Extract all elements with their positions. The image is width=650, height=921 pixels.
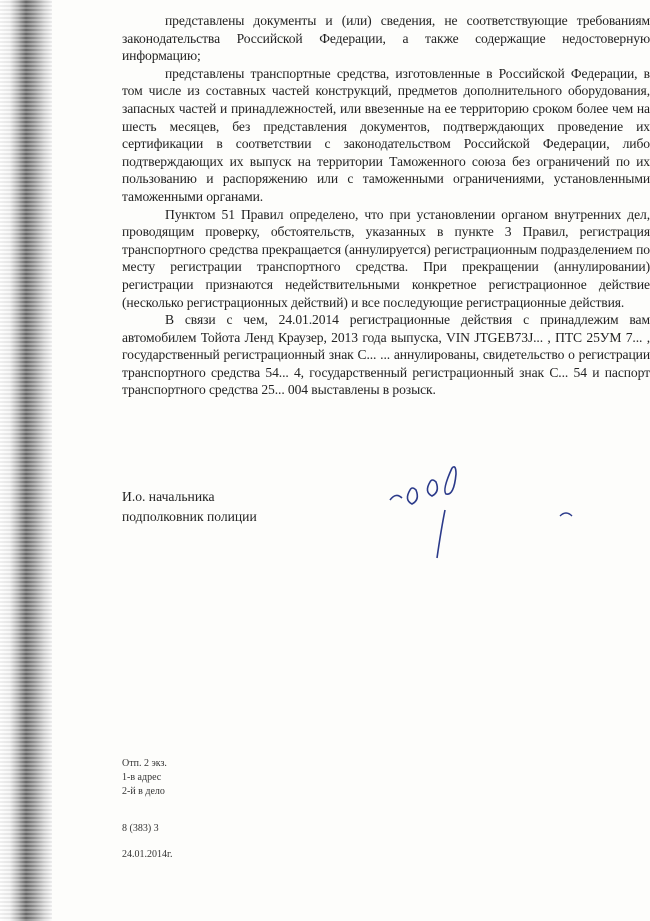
copies-note: Отп. 2 экз. (122, 758, 167, 769)
document-body (122, 12, 650, 399)
signer-position: И.о. начальника (122, 489, 215, 504)
copy-2-note: 2-й в дело (122, 786, 165, 797)
paragraph-3: Пунктом 51 Правил определено, что при установлении органом внутренних дел, проводящим проверку, обстоятельств, указанных в пункте 3 Правил, регистрация транспортного средства прекращается (аннулируется) регистрационным подразделением по месту регистрации транспортного средства. При прекращении (аннулировании) регистрации признаются недействительными конкретное регистрационное действие (несколько регистрационных действий) и все последующие регистрационные действия. (122, 206, 650, 310)
scan-shadow-edge (0, 0, 52, 921)
phone-number: 8 (383) 3 (122, 823, 159, 834)
paragraph-2: представлены транспортные средства, изготовленные в Российской Федерации, в том числе из составных частей конструкций, предметов дополнительного оборудования, запасных частей и принадлежностей, или ввезенные на ее территорию сроком более чем на шесть месяцев, без представления документов, подтверждающих проведение их сертификации в соответствии с законодательством Российской Федерации, либо подтверждающих их выпуск на территории Таможенного союза без ограничений по их пользованию и распоряжению или с таможенными ограничениями, установленными таможенными органами. (122, 65, 650, 204)
signature-block (122, 487, 257, 527)
signer-rank: подполковник полиции (122, 509, 257, 524)
copy-1-note: 1-в адрес (122, 772, 162, 783)
paragraph-1: представлены документы и (или) сведения, не соответствующие требованиям законодательства Российской Федерации, а также содержащие недостоверную информацию; (122, 13, 650, 64)
paragraph-4: В связи с чем, 24.01.2014 регистрационные действия с принадлежим вам автомобилем Тойота Ленд Краузер, 2013 года выпуска, VIN JTGEB73J... , ПТС 25УМ 7... , государственный регистрационный знак С... ... аннулированы, свидетельство о регистрации транспортного средства 54... 4, государственный регистрационный знак С... 54 и паспорт транспортного средства 25... 004 выставлены в розыск. (122, 312, 650, 398)
handwritten-signature (360, 460, 620, 580)
document-date: 24.01.2014г. (122, 849, 173, 860)
